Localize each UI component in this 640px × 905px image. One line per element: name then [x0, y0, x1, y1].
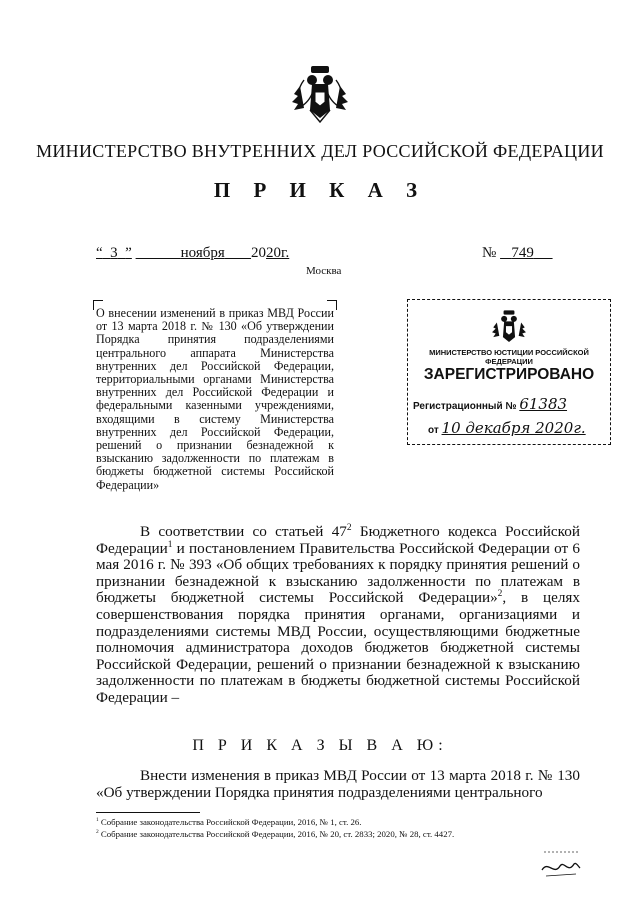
order-paragraph: Внести изменения в приказ МВД России от 13 марта 2018 г. № 130 «Об утверждении Порядка принятия подразделениями центрального: [96, 767, 580, 801]
handwritten-mark-icon: [538, 846, 582, 882]
order-subject: О внесении изменений в приказ МВД России от 13 марта 2018 г. № 130 «Об утверждении Порядка принятия подразделениями центрального аппарата Министерства внутренних дел Российской Федерации, территориальными органами Министерства внутренних дел Российской Федерации и федеральными казенными учреждениями, входящими в систему Министерства внутренних дел Российской Федерации, решений о признании безнадежной к взысканию задолженности по платежам в бюджеты бюджетной системы Российской Федерации»: [96, 306, 334, 492]
orders-heading: П Р И К А З Ы В А Ю:: [192, 737, 448, 754]
footnote-ref: 1: [167, 539, 173, 550]
stamp-registered: ЗАРЕГИСТРИРОВАНО: [423, 366, 595, 383]
footnote-divider: [96, 812, 200, 813]
date-month: ноября: [180, 245, 225, 261]
city: Москва: [306, 265, 342, 277]
date-day: 3: [110, 245, 118, 261]
stamp-registration-number: [413, 395, 567, 413]
registration-stamp: [407, 299, 611, 445]
stamp-date-value: 10 декабря 2020г.: [441, 419, 586, 437]
ministry-name: МИНИСТЕРСТВО ВНУТРЕННИХ ДЕЛ РОССИЙСКОЙ ФЕДЕРАЦИИ: [36, 141, 604, 161]
stamp-ministry: МИНИСТЕРСТВО ЮСТИЦИИ РОССИЙСКОЙ ФЕДЕРАЦИИ: [429, 348, 589, 366]
stamp-reg-label: Регистрационный №: [413, 401, 517, 412]
document-type: П Р И К А З: [213, 178, 427, 202]
order-date: [96, 245, 289, 262]
stamp-date: [428, 419, 586, 437]
footnote-item: $^1$ Собрание законодательства Российской Федерации, 2016, № 1, ст. 26.: [96, 817, 362, 827]
coat-of-arms-icon: [490, 308, 528, 348]
stamp-date-prefix: от: [428, 425, 439, 436]
footnote-ref: 2: [346, 522, 352, 533]
footnotes: [96, 816, 580, 840]
preamble-paragraph: В соответствии со статьей $47^2$ Бюджетного кодекса Российской Федерации$^1$ и постановлением Правительства Российской Федерации от 6 мая 2016 г. № 393 «Об общих требованиях к порядку принятия решений о признании безнадежной к взысканию задолженности по платежам в бюджеты бюджетной системы Российской Федерации»$^2$, в целях совершенствования порядка принятия органами, организациями и подразделениями системы МВД России, осуществляющими бюджетные полномочия администратора доходов бюджетов бюджетной системы Российской Федерации, решений о признании безнадежной к взысканию задолженности по платежам в бюджеты бюджетной системы Российской Федерации –: [96, 522, 581, 706]
date-year-suffix: 20: [266, 245, 282, 261]
date-year-abbr: г.: [281, 245, 290, 261]
date-open-quote: “: [96, 245, 103, 261]
date-close-quote: ”: [125, 245, 132, 261]
footnote-ref: 2: [497, 589, 503, 600]
number-value: 749: [511, 245, 534, 261]
coat-of-arms-icon: [290, 62, 350, 128]
date-century: 20: [251, 245, 267, 261]
stamp-reg-number: 61383: [519, 395, 568, 413]
footnote-item: $^2$ Собрание законодательства Российской Федерации, 2016, № 20, ст. 2833; 2020, № 28, ст. 4427.: [96, 829, 455, 839]
number-label: №: [482, 245, 497, 261]
order-number: [482, 245, 553, 262]
